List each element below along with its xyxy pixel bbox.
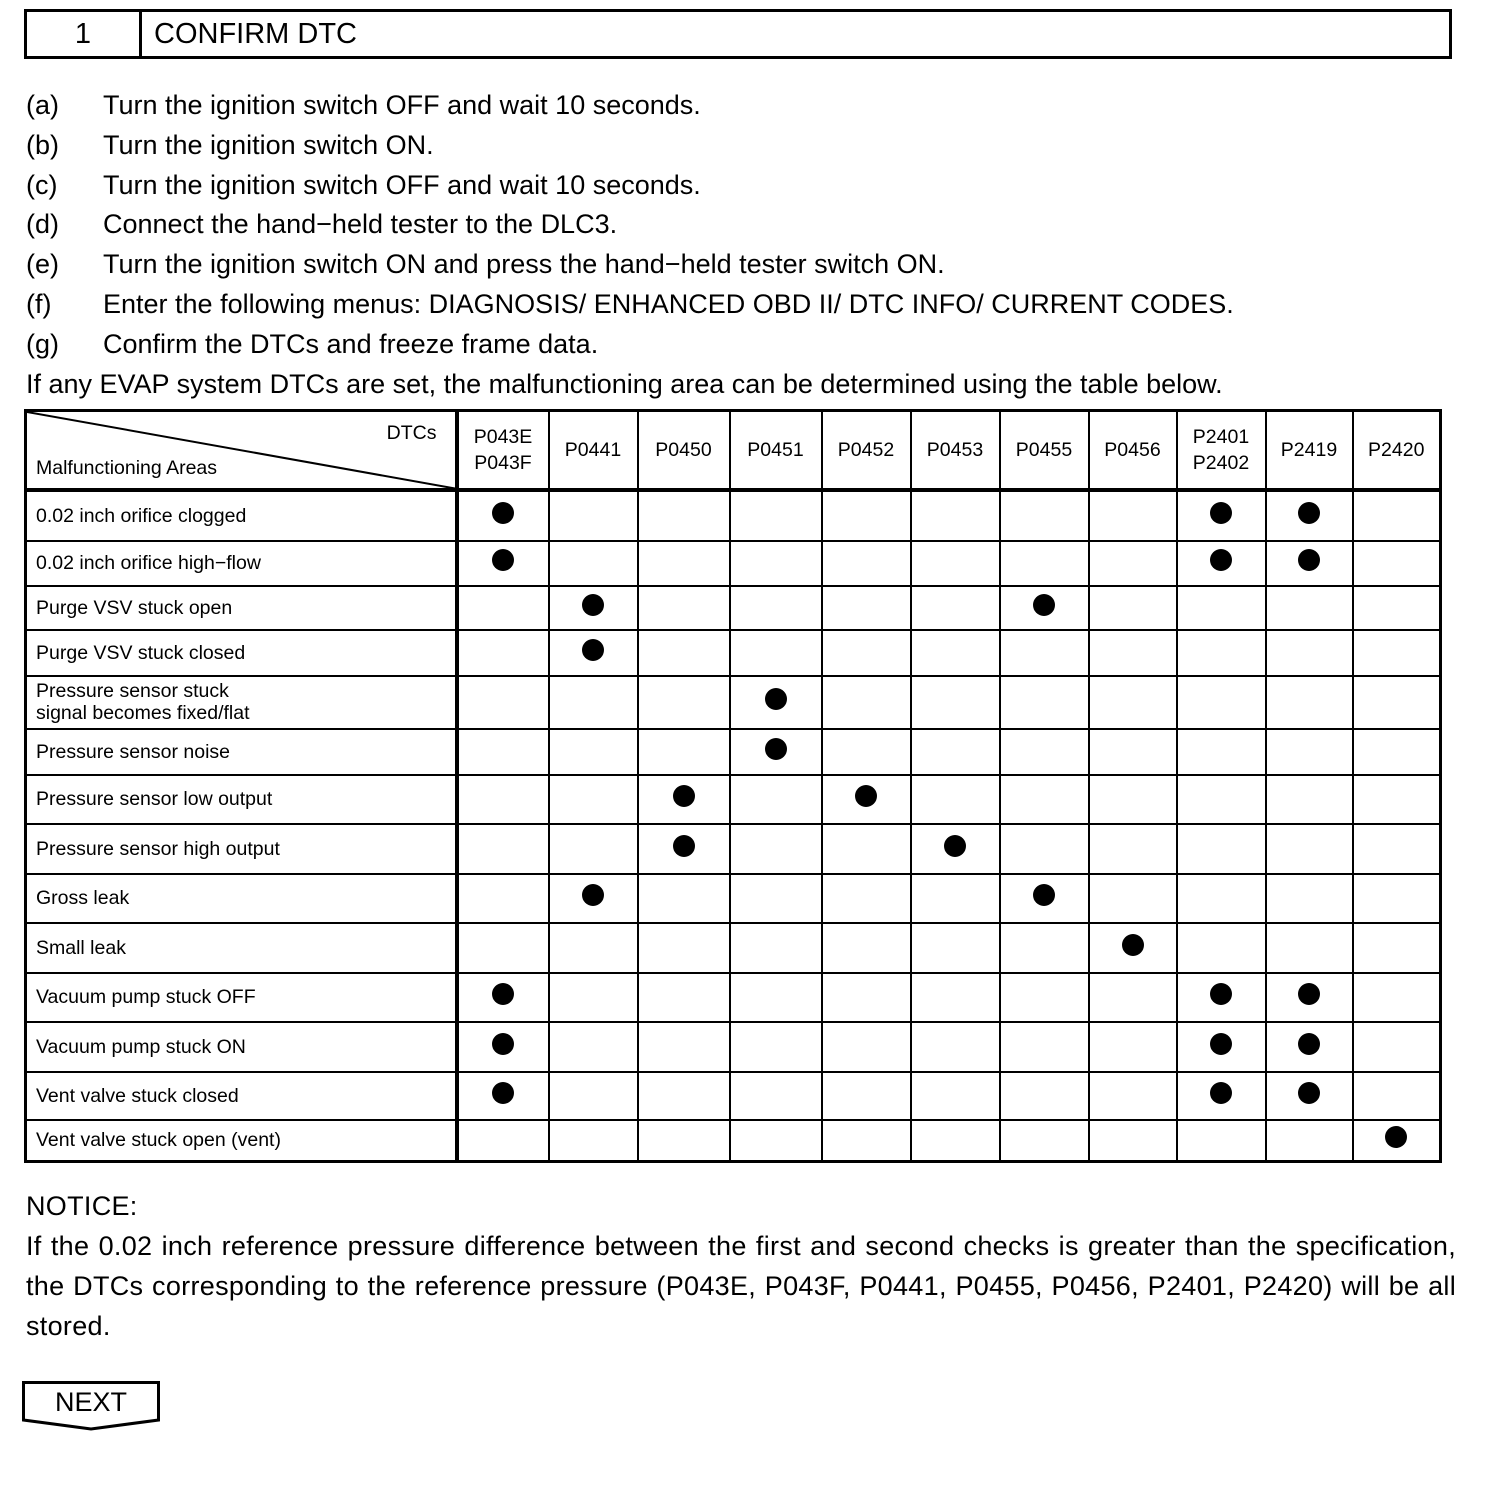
matrix-cell [1000, 630, 1089, 676]
matrix-cell [1266, 630, 1353, 676]
matrix-cell [549, 923, 638, 973]
dtc-column-header [1266, 411, 1353, 490]
matrix-cell [1266, 586, 1353, 630]
matrix-cell [822, 824, 911, 874]
step-text: Confirm the DTCs and freeze frame data. [103, 328, 599, 359]
malfunction-area: Purge VSV stuck open [26, 586, 457, 630]
matrix-cell [1089, 923, 1177, 973]
matrix-cell [1353, 676, 1441, 729]
step-text: Turn the ignition switch OFF and wait 10 seconds. [103, 90, 701, 120]
areas-label: Malfunctioning Areas [36, 456, 218, 479]
applicable-dot-icon [1298, 1033, 1320, 1055]
matrix-cell [1177, 490, 1266, 541]
table-row [26, 775, 1441, 824]
step-label: (a) [26, 90, 59, 120]
step-label: (e) [26, 249, 59, 280]
matrix-cell [1266, 729, 1353, 775]
malfunction-area: Small leak [26, 923, 457, 973]
step-item [26, 285, 1234, 325]
matrix-cell [638, 1072, 730, 1120]
matrix-cell [1089, 1072, 1177, 1120]
matrix-cell [1353, 490, 1441, 541]
applicable-dot-icon [1033, 884, 1055, 906]
matrix-cell [457, 824, 549, 874]
matrix-cell [638, 775, 730, 824]
matrix-cell [911, 923, 1000, 973]
matrix-cell [457, 541, 549, 586]
matrix-cell [822, 923, 911, 973]
matrix-cell [1266, 1072, 1353, 1120]
matrix-cell [638, 490, 730, 541]
dtc-code: P0455 [1015, 438, 1073, 461]
matrix-cell [1000, 490, 1089, 541]
dtc-column-header [549, 411, 638, 490]
matrix-cell [549, 541, 638, 586]
matrix-cell [730, 775, 822, 824]
applicable-dot-icon [1210, 983, 1232, 1005]
applicable-dot-icon [673, 835, 695, 857]
applicable-dot-icon [765, 738, 787, 760]
table-row [26, 630, 1441, 676]
matrix-cell [911, 729, 1000, 775]
matrix-cell [1089, 775, 1177, 824]
dtc-column-header [911, 411, 1000, 490]
step-label: (c) [26, 169, 58, 200]
matrix-cell [730, 874, 822, 923]
malfunction-area: Pressure sensor noise [26, 729, 457, 775]
dtc-code: P0452 [837, 438, 895, 461]
matrix-cell [638, 541, 730, 586]
step-label: (f) [26, 288, 52, 319]
table-row [26, 1120, 1441, 1162]
matrix-cell [1353, 824, 1441, 874]
table-row [26, 729, 1441, 775]
step-item [26, 86, 1234, 126]
matrix-cell [549, 1120, 638, 1162]
table-row [26, 973, 1441, 1022]
matrix-cell [911, 1022, 1000, 1072]
matrix-cell [1266, 923, 1353, 973]
matrix-cell [457, 775, 549, 824]
matrix-cell [730, 1072, 822, 1120]
matrix-cell [730, 923, 822, 973]
next-button[interactable] [22, 1381, 160, 1431]
dtc-column-header [1000, 411, 1089, 490]
matrix-cell [730, 490, 822, 541]
matrix-cell [1000, 923, 1089, 973]
table-row [26, 541, 1441, 586]
step-label: (b) [26, 129, 59, 160]
matrix-cell [822, 586, 911, 630]
matrix-cell [1177, 1072, 1266, 1120]
matrix-cell [549, 775, 638, 824]
table-row [26, 676, 1441, 729]
malfunction-area: Purge VSV stuck closed [26, 630, 457, 676]
applicable-dot-icon [582, 594, 604, 616]
applicable-dot-icon [855, 785, 877, 807]
matrix-cell [457, 676, 549, 729]
applicable-dot-icon [1210, 1082, 1232, 1104]
matrix-cell [1177, 824, 1266, 874]
matrix-cell [911, 676, 1000, 729]
malfunction-area: Pressure sensor low output [26, 775, 457, 824]
dtc-column-header [1353, 411, 1441, 490]
matrix-cell [1089, 973, 1177, 1022]
matrix-cell [1266, 1022, 1353, 1072]
matrix-cell [1177, 1120, 1266, 1162]
dtc-column-header [638, 411, 730, 490]
matrix-cell [1177, 541, 1266, 586]
matrix-cell [1000, 874, 1089, 923]
matrix-cell [730, 1022, 822, 1072]
matrix-cell [1177, 775, 1266, 824]
matrix-cell [730, 824, 822, 874]
table-row [26, 1072, 1441, 1120]
malfunction-area: Vent valve stuck open (vent) [26, 1120, 457, 1162]
matrix-cell [730, 630, 822, 676]
matrix-cell [911, 1120, 1000, 1162]
matrix-cell [1089, 874, 1177, 923]
matrix-cell [638, 824, 730, 874]
matrix-cell [1266, 874, 1353, 923]
malfunction-area: Vacuum pump stuck OFF [26, 973, 457, 1022]
matrix-cell [1177, 586, 1266, 630]
matrix-cell [1177, 973, 1266, 1022]
matrix-cell [1000, 1120, 1089, 1162]
corner-cell [26, 411, 457, 490]
matrix-cell [1000, 676, 1089, 729]
dtc-code: P2420 [1368, 438, 1425, 461]
table-row [26, 824, 1441, 874]
matrix-cell [1353, 541, 1441, 586]
matrix-cell [1353, 1072, 1441, 1120]
malfunction-area: Vent valve stuck closed [26, 1072, 457, 1120]
matrix-cell [638, 630, 730, 676]
matrix-cell [822, 874, 911, 923]
applicable-dot-icon [1298, 502, 1320, 524]
matrix-cell [911, 824, 1000, 874]
dtc-code: P0450 [655, 438, 712, 461]
dtc-column-header [1089, 411, 1177, 490]
matrix-cell [1266, 490, 1353, 541]
intro-text: If any EVAP system DTCs are set, the malfunctioning area can be determined using the table below. [26, 369, 1223, 399]
matrix-cell [911, 775, 1000, 824]
matrix-cell [911, 1072, 1000, 1120]
applicable-dot-icon [1298, 549, 1320, 571]
matrix-cell [1177, 729, 1266, 775]
matrix-cell [1089, 676, 1177, 729]
malfunction-area: Pressure sensor high output [26, 824, 457, 874]
matrix-cell [1089, 586, 1177, 630]
dtc-column-header [457, 411, 549, 490]
step-text: Enter the following menus: DIAGNOSIS/ ENHANCED OBD II/ DTC INFO/ CURRENT CODES. [103, 288, 1234, 319]
matrix-cell [911, 630, 1000, 676]
step-item [26, 166, 1234, 206]
matrix-cell [638, 874, 730, 923]
malfunction-area: Pressure sensor stuck signal becomes fixed/flat [26, 676, 457, 729]
matrix-cell [1089, 824, 1177, 874]
matrix-cell [549, 586, 638, 630]
step-title: CONFIRM DTC [154, 17, 357, 50]
matrix-cell [1266, 1120, 1353, 1162]
matrix-cell [549, 630, 638, 676]
matrix-cell [1089, 541, 1177, 586]
matrix-cell [1089, 1022, 1177, 1072]
dtc-code: P2401 [1192, 425, 1250, 448]
applicable-dot-icon [492, 549, 514, 571]
matrix-cell [1353, 729, 1441, 775]
matrix-cell [1000, 1022, 1089, 1072]
table-header-row [26, 411, 1441, 490]
dtc-column-header [730, 411, 822, 490]
matrix-cell [730, 729, 822, 775]
applicable-dot-icon [582, 639, 604, 661]
dtc-matrix-table [24, 409, 1442, 1163]
matrix-cell [549, 874, 638, 923]
matrix-cell [1089, 490, 1177, 541]
step-text: Turn the ignition switch ON and press the hand−held tester switch ON. [103, 249, 945, 280]
matrix-cell [911, 874, 1000, 923]
matrix-cell [549, 973, 638, 1022]
next-label: NEXT [54, 1387, 127, 1417]
matrix-cell [1353, 923, 1441, 973]
matrix-cell [1266, 824, 1353, 874]
dtc-code: P0451 [747, 438, 804, 461]
dtcs-label: DTCs [386, 422, 437, 444]
dtc-code: P0456 [1104, 438, 1161, 461]
matrix-cell [638, 973, 730, 1022]
matrix-cell [911, 541, 1000, 586]
applicable-dot-icon [492, 1082, 514, 1104]
matrix-cell [1000, 729, 1089, 775]
matrix-cell [730, 1120, 822, 1162]
applicable-dot-icon [1298, 983, 1320, 1005]
matrix-cell [549, 1072, 638, 1120]
matrix-cell [911, 586, 1000, 630]
matrix-cell [730, 676, 822, 729]
dtc-code: P043E [473, 425, 533, 448]
applicable-dot-icon [1210, 549, 1232, 571]
matrix-cell [1000, 824, 1089, 874]
matrix-cell [1266, 973, 1353, 1022]
matrix-cell [638, 729, 730, 775]
notice [26, 1186, 1456, 1346]
dtc-column-header [1177, 411, 1266, 490]
table-row [26, 1022, 1441, 1072]
dtc-code: P2402 [1192, 451, 1250, 474]
dtc-column-header [822, 411, 911, 490]
applicable-dot-icon [1298, 1082, 1320, 1104]
applicable-dot-icon [492, 983, 514, 1005]
matrix-cell [1000, 1072, 1089, 1120]
malfunction-area: 0.02 inch orifice clogged [26, 490, 457, 541]
matrix-cell [1177, 676, 1266, 729]
applicable-dot-icon [1033, 594, 1055, 616]
applicable-dot-icon [1210, 502, 1232, 524]
matrix-cell [822, 1072, 911, 1120]
matrix-cell [549, 676, 638, 729]
matrix-cell [457, 490, 549, 541]
matrix-cell [1353, 630, 1441, 676]
applicable-dot-icon [582, 884, 604, 906]
matrix-cell [549, 729, 638, 775]
matrix-cell [457, 586, 549, 630]
matrix-cell [1353, 1120, 1441, 1162]
matrix-cell [1177, 874, 1266, 923]
matrix-cell [457, 1120, 549, 1162]
matrix-cell [457, 874, 549, 923]
matrix-cell [822, 1120, 911, 1162]
matrix-cell [1177, 630, 1266, 676]
matrix-cell [1000, 973, 1089, 1022]
notice-text: If the 0.02 inch reference pressure difference between the first and second checks is greater than the specification, the DTCs corresponding to the reference pressure (P043E, P043F, P0441, P0455, P0456, P2401, P2420) will be all stored. [26, 1231, 1456, 1341]
step-text: Connect the hand−held tester to the DLC3. [103, 209, 618, 240]
dtc-code: P0453 [926, 438, 984, 461]
matrix-cell [1000, 775, 1089, 824]
matrix-cell [1353, 586, 1441, 630]
matrix-cell [1000, 586, 1089, 630]
matrix-cell [822, 541, 911, 586]
matrix-cell [1266, 775, 1353, 824]
matrix-cell [457, 923, 549, 973]
table-row [26, 874, 1441, 923]
matrix-cell [730, 973, 822, 1022]
matrix-cell [911, 490, 1000, 541]
matrix-cell [638, 1022, 730, 1072]
matrix-cell [822, 630, 911, 676]
matrix-cell [638, 586, 730, 630]
dtc-code: P2419 [1280, 438, 1338, 461]
matrix-cell [1000, 541, 1089, 586]
matrix-cell [822, 676, 911, 729]
matrix-cell [911, 973, 1000, 1022]
dtc-code: P0441 [564, 438, 622, 461]
matrix-cell [822, 775, 911, 824]
table-row [26, 923, 1441, 973]
matrix-cell [730, 586, 822, 630]
applicable-dot-icon [1210, 1033, 1232, 1055]
matrix-cell [1266, 676, 1353, 729]
matrix-cell [1353, 874, 1441, 923]
step-number: 1 [27, 12, 142, 56]
step-header [24, 9, 1452, 59]
matrix-cell [549, 824, 638, 874]
matrix-cell [457, 1072, 549, 1120]
step-label: (g) [26, 328, 59, 359]
procedure-steps [26, 86, 1234, 365]
matrix-cell [1177, 923, 1266, 973]
step-item [26, 245, 1234, 285]
matrix-cell [457, 630, 549, 676]
matrix-cell [730, 541, 822, 586]
malfunction-area: Vacuum pump stuck ON [26, 1022, 457, 1072]
step-item [26, 126, 1234, 166]
matrix-cell [638, 1120, 730, 1162]
table-row [26, 490, 1441, 541]
applicable-dot-icon [1122, 934, 1144, 956]
applicable-dot-icon [492, 502, 514, 524]
matrix-cell [1353, 973, 1441, 1022]
step-label: (d) [26, 209, 59, 240]
matrix-cell [822, 973, 911, 1022]
applicable-dot-icon [673, 785, 695, 807]
notice-title: NOTICE: [26, 1191, 138, 1221]
step-item [26, 325, 1234, 365]
matrix-cell [549, 1022, 638, 1072]
matrix-cell [457, 729, 549, 775]
matrix-cell [1177, 1022, 1266, 1072]
applicable-dot-icon [944, 835, 966, 857]
matrix-cell [638, 676, 730, 729]
matrix-cell [457, 973, 549, 1022]
matrix-cell [457, 1022, 549, 1072]
malfunction-area: 0.02 inch orifice high−flow [26, 541, 457, 586]
matrix-cell [1089, 630, 1177, 676]
step-item [26, 205, 1234, 245]
matrix-cell [822, 729, 911, 775]
malfunction-area: Gross leak [26, 874, 457, 923]
matrix-cell [822, 1022, 911, 1072]
step-text: Turn the ignition switch ON. [103, 129, 434, 160]
matrix-cell [638, 923, 730, 973]
matrix-cell [1353, 1022, 1441, 1072]
matrix-cell [1353, 775, 1441, 824]
applicable-dot-icon [1385, 1126, 1407, 1148]
matrix-cell [1266, 541, 1353, 586]
step-text: Turn the ignition switch OFF and wait 10 seconds. [103, 169, 701, 200]
dtc-code: P043F [474, 451, 532, 474]
matrix-cell [549, 490, 638, 541]
matrix-cell [822, 490, 911, 541]
applicable-dot-icon [765, 688, 787, 710]
matrix-cell [1089, 729, 1177, 775]
table-row [26, 586, 1441, 630]
matrix-cell [1089, 1120, 1177, 1162]
applicable-dot-icon [492, 1033, 514, 1055]
